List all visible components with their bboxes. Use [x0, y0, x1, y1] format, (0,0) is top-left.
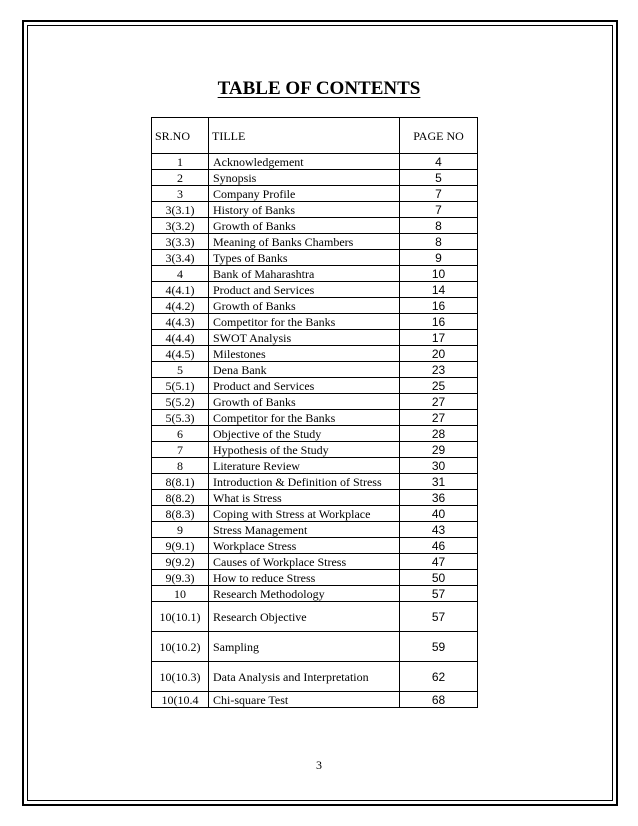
row-title: Dena Bank: [209, 362, 400, 378]
table-row: [152, 538, 478, 554]
row-page-no: 59: [400, 632, 478, 662]
row-sr-no: 9(9.3): [152, 570, 209, 586]
table-row: [152, 202, 478, 218]
row-page-no: 5: [400, 170, 478, 186]
row-page-no: 10: [400, 266, 478, 282]
document-title: TABLE OF CONTENTS: [217, 78, 421, 99]
row-sr-no: 8(8.1): [152, 474, 209, 490]
table-row: [152, 378, 478, 394]
row-page-no: 28: [400, 426, 478, 442]
row-title: Literature Review: [209, 458, 400, 474]
row-page-no: 40: [400, 506, 478, 522]
row-title: Data Analysis and Interpretation: [209, 662, 400, 692]
row-sr-no: 10(10.4: [152, 692, 209, 708]
row-sr-no: 6: [152, 426, 209, 442]
row-title: Milestones: [209, 346, 400, 362]
row-title: Coping with Stress at Workplace: [209, 506, 400, 522]
row-sr-no: 8(8.2): [152, 490, 209, 506]
row-sr-no: 10(10.3): [152, 662, 209, 692]
table-row: [152, 426, 478, 442]
table-row: [152, 554, 478, 570]
row-page-no: 23: [400, 362, 478, 378]
row-title: Meaning of Banks Chambers: [209, 234, 400, 250]
row-sr-no: 5(5.2): [152, 394, 209, 410]
row-title: Research Methodology: [209, 586, 400, 602]
table-row: [152, 692, 478, 708]
row-title: Company Profile: [209, 186, 400, 202]
row-sr-no: 5(5.1): [152, 378, 209, 394]
row-page-no: 7: [400, 202, 478, 218]
row-page-no: 68: [400, 692, 478, 708]
header-title: TILLE: [209, 118, 400, 154]
row-sr-no: 2: [152, 170, 209, 186]
table-row: [152, 442, 478, 458]
table-row: [152, 314, 478, 330]
row-title: Growth of Banks: [209, 394, 400, 410]
row-title: Product and Services: [209, 282, 400, 298]
row-title: Workplace Stress: [209, 538, 400, 554]
row-title: What is Stress: [209, 490, 400, 506]
row-sr-no: 4(4.2): [152, 298, 209, 314]
row-page-no: 30: [400, 458, 478, 474]
row-sr-no: 8: [152, 458, 209, 474]
row-sr-no: 8(8.3): [152, 506, 209, 522]
table-row: [152, 570, 478, 586]
row-sr-no: 4(4.5): [152, 346, 209, 362]
row-page-no: 7: [400, 186, 478, 202]
row-title: How to reduce Stress: [209, 570, 400, 586]
row-page-no: 27: [400, 394, 478, 410]
table-row: [152, 586, 478, 602]
header-page-no: PAGE NO: [400, 118, 478, 154]
row-page-no: 8: [400, 218, 478, 234]
row-page-no: 50: [400, 570, 478, 586]
row-title: Product and Services: [209, 378, 400, 394]
row-sr-no: 5(5.3): [152, 410, 209, 426]
row-sr-no: 9(9.1): [152, 538, 209, 554]
table-row: [152, 362, 478, 378]
row-title: Sampling: [209, 632, 400, 662]
table-row: [152, 282, 478, 298]
table-row: [152, 506, 478, 522]
row-title: Hypothesis of the Study: [209, 442, 400, 458]
page-number: 3: [316, 758, 322, 772]
table-row: [152, 662, 478, 692]
table-row: [152, 602, 478, 632]
row-page-no: 57: [400, 602, 478, 632]
row-sr-no: 4(4.3): [152, 314, 209, 330]
row-title: Objective of the Study: [209, 426, 400, 442]
row-page-no: 46: [400, 538, 478, 554]
row-sr-no: 1: [152, 154, 209, 170]
table-row: [152, 218, 478, 234]
table-row: [152, 234, 478, 250]
row-sr-no: 3: [152, 186, 209, 202]
row-sr-no: 3(3.3): [152, 234, 209, 250]
row-title: Chi-square Test: [209, 692, 400, 708]
row-title: SWOT Analysis: [209, 330, 400, 346]
row-sr-no: 4(4.1): [152, 282, 209, 298]
table-row: [152, 170, 478, 186]
row-page-no: 47: [400, 554, 478, 570]
row-title: Synopsis: [209, 170, 400, 186]
row-sr-no: 4: [152, 266, 209, 282]
row-sr-no: 10: [152, 586, 209, 602]
table-row: [152, 250, 478, 266]
table-row: [152, 298, 478, 314]
table-row: [152, 490, 478, 506]
row-title: Introduction & Definition of Stress: [209, 474, 400, 490]
table-row: [152, 410, 478, 426]
row-title: Competitor for the Banks: [209, 410, 400, 426]
table-of-contents: [151, 117, 478, 708]
row-page-no: 17: [400, 330, 478, 346]
table-header-row: [152, 118, 478, 154]
table-row: [152, 330, 478, 346]
row-title: Stress Management: [209, 522, 400, 538]
table-row: [152, 458, 478, 474]
row-page-no: 8: [400, 234, 478, 250]
row-title: Research Objective: [209, 602, 400, 632]
row-page-no: 9: [400, 250, 478, 266]
table-row: [152, 346, 478, 362]
row-title: Causes of Workplace Stress: [209, 554, 400, 570]
row-sr-no: 3(3.2): [152, 218, 209, 234]
row-page-no: 16: [400, 298, 478, 314]
table-row: [152, 394, 478, 410]
row-title: Growth of Banks: [209, 298, 400, 314]
row-page-no: 20: [400, 346, 478, 362]
row-sr-no: 10(10.2): [152, 632, 209, 662]
row-page-no: 36: [400, 490, 478, 506]
row-sr-no: 5: [152, 362, 209, 378]
row-page-no: 29: [400, 442, 478, 458]
table-row: [152, 186, 478, 202]
header-sr-no: SR.NO: [152, 118, 209, 154]
row-sr-no: 4(4.4): [152, 330, 209, 346]
row-sr-no: 3(3.1): [152, 202, 209, 218]
row-title: Growth of Banks: [209, 218, 400, 234]
table-row: [152, 154, 478, 170]
row-page-no: 27: [400, 410, 478, 426]
table-row: [152, 522, 478, 538]
row-sr-no: 7: [152, 442, 209, 458]
row-sr-no: 10(10.1): [152, 602, 209, 632]
row-page-no: 14: [400, 282, 478, 298]
row-title: History of Banks: [209, 202, 400, 218]
row-title: Types of Banks: [209, 250, 400, 266]
table-row: [152, 474, 478, 490]
row-page-no: 25: [400, 378, 478, 394]
table-body: [152, 154, 478, 708]
row-sr-no: 9: [152, 522, 209, 538]
table-row: [152, 632, 478, 662]
row-sr-no: 9(9.2): [152, 554, 209, 570]
row-page-no: 16: [400, 314, 478, 330]
row-title: Acknowledgement: [209, 154, 400, 170]
row-title: Bank of Maharashtra: [209, 266, 400, 282]
table-row: [152, 266, 478, 282]
row-page-no: 4: [400, 154, 478, 170]
row-page-no: 62: [400, 662, 478, 692]
row-page-no: 57: [400, 586, 478, 602]
row-page-no: 31: [400, 474, 478, 490]
row-page-no: 43: [400, 522, 478, 538]
row-sr-no: 3(3.4): [152, 250, 209, 266]
row-title: Competitor for the Banks: [209, 314, 400, 330]
